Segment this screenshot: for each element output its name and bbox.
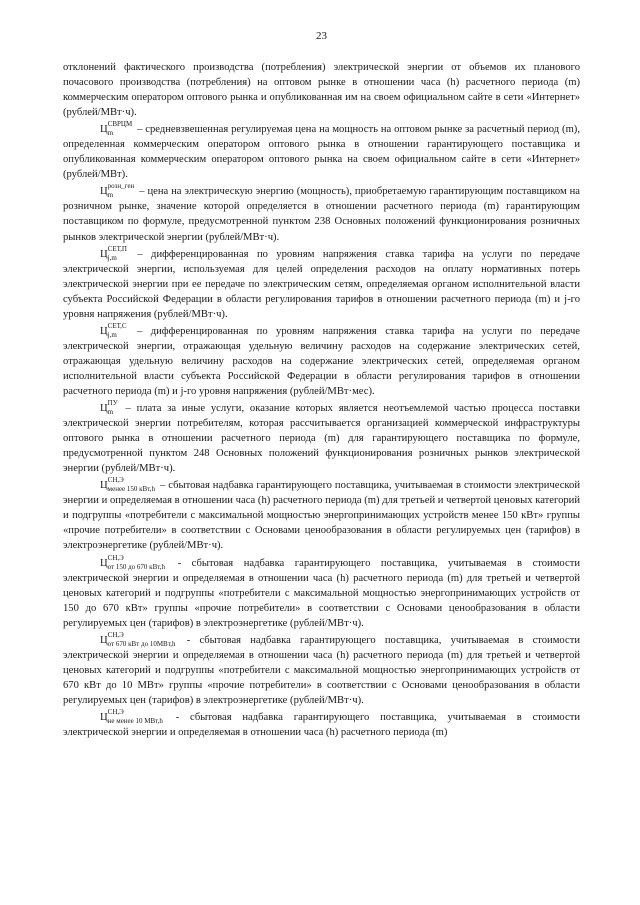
price-symbol: Ц [100, 480, 108, 492]
symbol-subscript: от 670 кВт до 10МВт,h [107, 639, 176, 648]
definition-text: - сбытовая надбавка гарантирующего поставщика, учитываемая в стоимости электрической энергии и определяемая в отношении часа (h) расчетного периода (m) для третьей и четвертой ценовых категорий и подгруппы «потребители с максимальной мощностью энергопринимающих устройств от 150 до 670 кВт» группы «прочие потребители» в соответствии с Основами ценообразования в области регулируемых цен (тарифов) в электроэнергетике (рублей/МВт·ч). [63, 557, 580, 629]
definition-text: – цена на электрическую энергию (мощность), приобретаемую гарантирующим поставщиком на розничном рынке, значение которой определяется в отношении расчетного периода (m) гарантирующим поставщиком по формуле, предусмотренной пунктом 238 Основных положений функционирования розничных рынков электрической энергии (рублей/МВт·ч). [63, 186, 580, 243]
definition-text: – дифференцированная по уровням напряжения ставка тарифа на услуги по передаче электрической энергии, отражающая удельную величину расходов на содержание электрических сетей, отражающая удельную величину расходов на содержание электрических сетей, определяемая органом исполнительной власти субъекта Российской Федерации в области регулирования тарифов в отношении расчетного периода (m) и j-го уровня напряжения (рублей/МВт·мес). [63, 325, 580, 397]
price-symbol: Ц [100, 634, 108, 646]
symbol-subscript: m [107, 129, 114, 138]
symbol-indices [108, 182, 135, 199]
page-number: 23 [316, 30, 327, 42]
symbol-indices [108, 554, 165, 571]
price-symbol: Ц [100, 248, 108, 260]
symbol-subscript: менее 150 кВт,h [107, 485, 156, 494]
symbol-superscript: СН,Э [107, 476, 124, 485]
symbol-subscript: m [107, 191, 114, 200]
price-symbol: Ц [100, 325, 108, 337]
price-symbol: Ц [100, 124, 108, 136]
paragraph-text: отклонений фактического производства (потребления) электрической энергии от объемов их планового почасового производства (потребления) на оптовом рынке в отношении часа (h) расчетного периода (m) коммерческим оператором оптового рынка и опубликованная им на своем официальном сайте в сети «Интернет» (рублей/МВт·ч). [63, 62, 580, 119]
symbol-superscript: СН,Э [107, 553, 124, 562]
definition-sn-670-10mw [63, 631, 580, 708]
symbol-superscript: СВРЦМ [107, 120, 133, 129]
definition-text: – дифференцированная по уровням напряжения ставка тарифа на услуги по передаче электрической энергии, используемая для целей определения расходов на оплату нормативных потерь электрической энергии при ее передаче по электрическим сетям, определяемая органом исполнительной власти субъекта Российской Федерации в области регулирования тарифов в отношении расчетного периода (m) и j-го уровня напряжения (рублей/МВт·ч). [63, 248, 580, 320]
symbol-indices [108, 631, 176, 648]
symbol-indices [108, 476, 155, 493]
symbol-superscript: СЕТ,П [107, 244, 127, 253]
document-body [63, 60, 580, 740]
definition-rozn-gen [63, 182, 580, 244]
symbol-subscript: не менее 10 МВт,h [107, 716, 163, 725]
definition-text: – плата за иные услуги, оказание которых является неотъемлемой частью процесса поставки электрической энергии потребителям, которая рассчитывается организацией коммерческой инфраструктуры оптового рынка в отношении расчетного периода (m) для гарантирующего поставщика по формуле, предусмотренной пунктом 248 Основных положений функционирования розничных рынков электрической энергии (рублей/МВт·ч). [63, 403, 580, 475]
symbol-subscript: m [107, 408, 114, 417]
symbol-subscript: j,m [107, 253, 117, 262]
symbol-superscript: СН,Э [107, 630, 124, 639]
price-symbol: Ц [100, 403, 108, 415]
symbol-superscript: ПУ [107, 399, 118, 408]
price-symbol: Ц [100, 711, 108, 723]
symbol-superscript: розн_ген [107, 182, 135, 191]
price-symbol: Ц [100, 186, 108, 198]
price-symbol: Ц [100, 557, 108, 569]
symbol-indices [108, 322, 127, 339]
definition-pu [63, 399, 580, 476]
symbol-indices [108, 708, 163, 725]
symbol-superscript: СЕТ,С [107, 321, 127, 330]
definition-text: – сбытовая надбавка гарантирующего поставщика, учитываемая в стоимости электрической энергии и определяемая в отношении часа (h) расчетного периода (m) для третьей и четвертой ценовых категорий и подгруппы «потребители с максимальной мощностью энергопринимающих устройств менее 150 кВт» группы «прочие потребители» в соответствии с Основами ценообразования в области регулируемых цен (тарифов) в электроэнергетике (рублей/МВт·ч). [63, 480, 580, 552]
symbol-subscript: от 150 до 670 кВт,h [107, 562, 166, 571]
definition-sn-less-150 [63, 476, 580, 553]
definition-text: - сбытовая надбавка гарантирующего поставщика, учитываемая в стоимости электрической энергии и определяемая в отношении часа (h) расчетного периода (m) [63, 711, 580, 739]
paragraph-continuation [63, 60, 580, 120]
symbol-indices [108, 245, 127, 262]
symbol-indices [108, 120, 133, 137]
symbol-subscript: j,m [107, 330, 117, 339]
definition-set-s [63, 322, 580, 399]
definition-text: - сбытовая надбавка гарантирующего поставщика, учитываемая в стоимости электрической энергии и определяемая в отношении часа (h) расчетного периода (m) для третьей и четвертой ценовых категорий и подгруппы «потребители с максимальной мощностью энергопринимающих устройств от 670 кВт до 10 МВт» группы «прочие потребители» в соответствии с Основами ценообразования в области регулируемых цен (тарифов) в электроэнергетике (рублей/МВт·ч). [63, 634, 580, 706]
definition-text: – средневзвешенная регулируемая цена на мощность на оптовом рынке за расчетный период (m), определенная коммерческим оператором оптового рынка в отношении гарантирующего поставщика и опубликованная коммерческим оператором оптового рынка на своем официальном сайте в сети «Интернет» (рублей/МВт). [63, 124, 580, 181]
definition-svrcm [63, 120, 580, 182]
symbol-indices [108, 399, 118, 416]
definition-sn-150-670 [63, 554, 580, 631]
definition-set-p [63, 245, 580, 322]
definition-sn-over-10mw [63, 708, 580, 740]
symbol-superscript: СН,Э [107, 707, 124, 716]
